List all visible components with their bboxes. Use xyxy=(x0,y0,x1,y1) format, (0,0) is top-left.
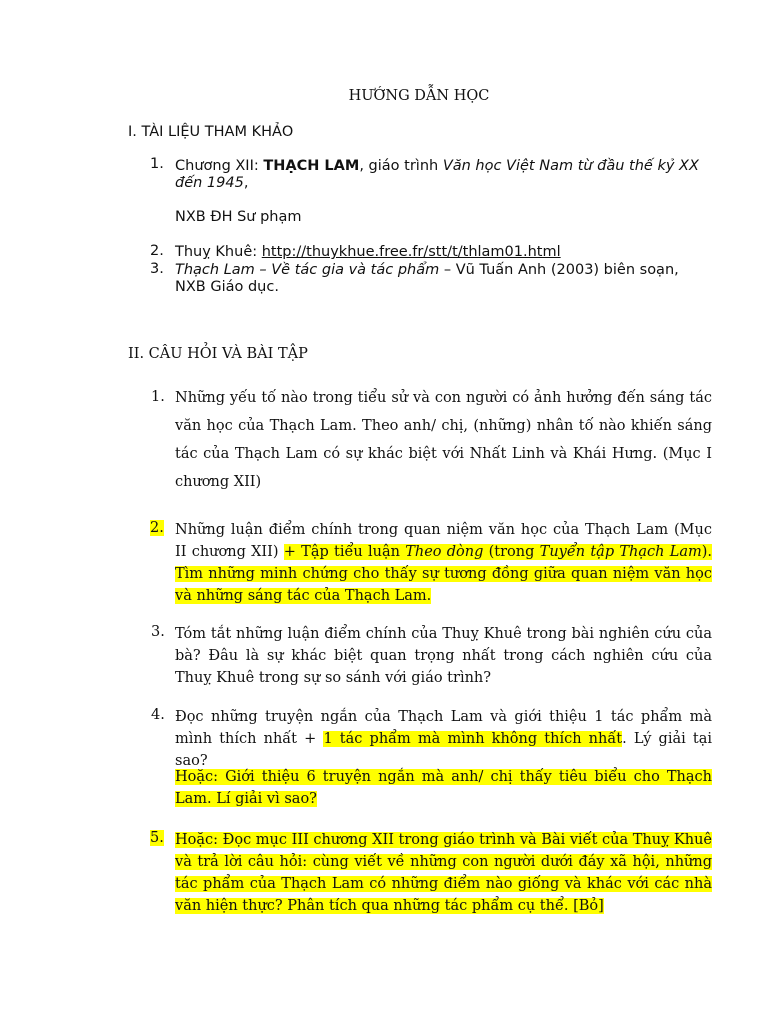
list-number: 3. xyxy=(151,624,165,640)
section-heading-questions: II. CÂU HỎI VÀ BÀI TẬP xyxy=(128,346,308,362)
question-5 xyxy=(175,829,712,917)
highlighted-text-part: ). Tìm những minh chứng cho thấy sự tương đồng giữa quan niệm văn học và những sáng tác của Thạch Lam. xyxy=(175,544,713,604)
question-1: Những yếu tố nào trong tiểu sử và con người có ảnh hưởng đến sáng tác văn học của Thạch Lam. Theo anh/ chị, (những) nhân tố nào khiến sáng tác của Thạch Lam có sự khác biệt với Nhất Linh và Khái Hưng. (Mục I chương XII) xyxy=(175,390,712,490)
highlighted-text-part: + Tập tiểu luận xyxy=(283,544,406,560)
question-4-alternative xyxy=(175,766,712,810)
question-3: Tóm tắt những luận điểm chính của Thuỵ Khuê trong bài nghiên cứu của bà? Đâu là sự khác biệt quan trọng nhất trong cách nghiên cứu của Thuỵ Khuê trong sự so sánh với giáo trình? xyxy=(175,626,712,686)
highlighted-text-part: (trong xyxy=(483,544,540,560)
reference-item-2 xyxy=(175,244,561,261)
reference-author: THẠCH LAM xyxy=(263,158,360,174)
page-title: HƯỚNG DẪN HỌC xyxy=(348,88,490,104)
list-number: 2. xyxy=(150,243,164,259)
list-number-highlighted: 2. xyxy=(150,520,164,536)
question-2 xyxy=(175,519,712,607)
reference-text: Chương XII: xyxy=(175,158,264,174)
list-number: 4. xyxy=(151,707,165,723)
highlighted-text: Hoặc: Đọc mục III chương XII trong giáo trình và Bài viết của Thuỵ Khuê và trả lời câu hỏi: cùng viết về những con người dưới đáy xã hội, những tác phẩm của Thạch Lam có những điểm nào giống và khác với các nhà văn hiện thực? Phân tích qua những tác phẩm cụ thể. [Bỏ] xyxy=(175,832,712,914)
reference-text: , xyxy=(243,175,249,191)
highlighted-italic-title: Tuyển tập Thạch Lam xyxy=(539,544,702,560)
question-text: . Lý giải tại sao? xyxy=(175,731,712,769)
highlighted-text: 1 tác phẩm mà mình không thích nhất xyxy=(323,731,623,747)
section-heading-references: I. TÀI LIỆU THAM KHẢO xyxy=(128,124,294,140)
reference-text: Thuỵ Khuê: xyxy=(175,244,262,260)
question-text: Những luận điểm chính trong quan niệm văn học của Thạch Lam (Mục II chương XII) xyxy=(175,522,712,560)
reference-text: , giáo trình xyxy=(359,158,443,174)
reference-item-3 xyxy=(175,262,695,296)
highlighted-italic-title: Theo dòng xyxy=(405,544,484,560)
reference-book-title: Văn học Việt Nam từ đầu thế kỷ XX đến 1945 xyxy=(175,158,699,191)
list-number-highlighted: 5. xyxy=(150,830,164,846)
list-number: 1. xyxy=(151,389,165,405)
question-4 xyxy=(175,706,712,772)
list-number: 3. xyxy=(150,261,164,277)
reference-link[interactable]: http://thuykhue.free.fr/stt/t/thlam01.html xyxy=(261,244,561,260)
reference-book-title: Thạch Lam – Về tác gia và tác phẩm xyxy=(175,262,440,278)
highlighted-text: Hoặc: Giới thiệu 6 truyện ngắn mà anh/ chị thấy tiêu biểu cho Thạch Lam. Lí giải vì sao? xyxy=(175,769,712,807)
reference-publisher: NXB ĐH Sư phạm xyxy=(175,209,302,225)
question-text: Đọc những truyện ngắn của Thạch Lam và giới thiệu 1 tác phẩm mà mình thích nhất + xyxy=(175,709,712,747)
list-number: 1. xyxy=(150,156,164,172)
reference-text: – Vũ Tuấn Anh (2003) biên soạn, NXB Giáo dục. xyxy=(175,262,679,295)
reference-item-1 xyxy=(175,158,720,192)
